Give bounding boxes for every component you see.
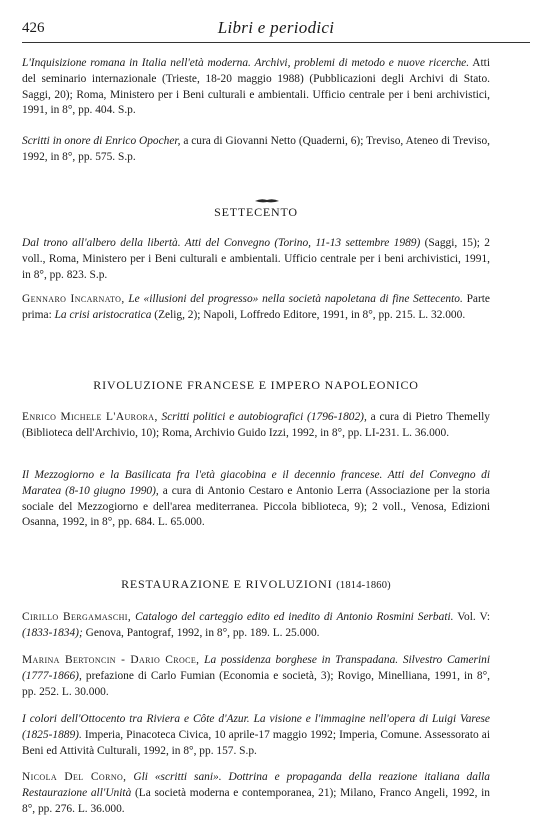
entry-subtitle: La crisi aristocratica <box>54 308 152 321</box>
entry-title: I colori dell'Ottocento tra Riviera e Côte d'Azur. La visione e l'immagine nell'opera di Luigi Varese (1825-1889). <box>22 713 490 741</box>
entry-title: Scritti politici e autobiografici (1796-1802), <box>161 411 367 423</box>
entry-details: prefazione di Carlo Fumian (Economia e società, 3); Rovigo, Minelliana, 1991, in 8°, pp. 252. L. 30.000. <box>22 669 490 698</box>
entry-title: Dal trono all'albero della libertà. Atti del Convegno (Torino, 11-13 settembre 1989) <box>22 237 421 249</box>
bibliography-entry <box>22 712 490 759</box>
fleuron-ornament-icon <box>253 197 281 204</box>
section-heading-restaurazione <box>22 576 490 594</box>
page-header <box>22 18 530 43</box>
bibliography-entry <box>22 56 490 119</box>
entry-title: L'Inquisizione romana in Italia nell'età moderna. Archivi, problemi di metodo e nuove ricerche. <box>22 57 470 69</box>
entry-title: Catalogo del carteggio edito ed inedito di Antonio Rosmini Serbati. <box>135 611 454 623</box>
bibliography-entry <box>22 410 490 442</box>
section-heading-settecento: SETTECENTO <box>214 205 298 219</box>
entry-author: Enrico Michele L'Aurora, <box>22 411 158 423</box>
entry-title: Il Mezzogiorno e la Basilicata fra l'età giacobina e il decennio francese. Atti del Convegno di Maratea (8-10 giugno 1990), <box>22 469 490 497</box>
bibliography-entry <box>22 134 490 166</box>
bibliography-entry <box>22 292 490 324</box>
entry-details: a cura di Giovanni Netto (Quaderni, 6); Treviso, Ateneo di Treviso, 1992, in 8°, pp. 575. S.p. <box>22 135 490 163</box>
page-number: 426 <box>22 20 45 36</box>
entry-author: Cirillo Bergamaschi, <box>22 611 132 623</box>
entry-subtitle: (1833-1834); <box>22 626 83 639</box>
section-heading-rivoluzione: RIVOLUZIONE FRANCESE E IMPERO NAPOLEONICO <box>93 378 419 392</box>
entry-author: Marina Bertoncin - Dario Croce, <box>22 654 200 666</box>
entry-middle: Vol. V: <box>457 611 491 623</box>
entry-details: (Zelig, 2); Napoli, Loffredo Editore, 1991, in 8°, pp. 215. L. 32.000. <box>154 308 466 321</box>
entry-details: a cura di Pietro Themelly (Biblioteca dell'Archivio, 10); Roma, Archivio Guido Izzi, 1992, in 8°, pp. LI-231. L. 36.000. <box>22 411 490 439</box>
bibliography-entry <box>22 236 490 283</box>
bibliography-entry <box>22 610 490 642</box>
entry-details: Atti del seminario internazionale (Trieste, 18-20 maggio 1988) (Pubblicazioni degli Archivi di Stato. Saggi, 20); Roma, Ministero per i Beni culturali e ambientali. Ufficio centrale per i beni archivistici, 1991, in 8°, pp. 404. S.p. <box>22 57 491 117</box>
entry-author: Gennaro Incarnato, <box>22 293 125 305</box>
running-title: Libri e periodici <box>217 18 335 37</box>
entry-details: a cura di Antonio Cestaro e Antonio Lerra (Associazione per la storia sociale del Mezzogiorno e dell'area mediterranea. Piccola biblioteca, 9); 2 voll., Venosa, Edizioni Osanna, 1992, in 8°, pp. 684. L. 65.000. <box>22 484 490 529</box>
entry-details: (Saggi, 15); 2 voll., Roma, Ministero per i Beni culturali e ambientali. Ufficio centrale per i beni archivistici, 1991, in 8°, pp. 823. S.p. <box>22 237 491 281</box>
bibliography-entry <box>22 770 490 817</box>
entry-title: Le «illusioni del progresso» nella società napoletana di fine Settecento. <box>128 293 463 305</box>
entry-title: Scritti in onore di Enrico Opocher, <box>22 135 181 147</box>
section-heading-restaurazione-title: RESTAURAZIONE E RIVOLUZIONI <box>121 577 333 591</box>
entry-author: Nicola Del Corno, <box>22 771 127 783</box>
entry-details: Genova, Pantograf, 1992, in 8°, pp. 189. L. 25.000. <box>85 626 320 639</box>
bibliography-entry <box>22 468 490 531</box>
entry-middle: Parte prima: <box>22 293 490 321</box>
entry-title: Gli «scritti sani». Dottrina e propaganda della reazione italiana dalla Restaurazione all'Unità <box>22 771 490 799</box>
entry-details: Imperia, Pinacoteca Civica, 10 aprile-17 maggio 1992; Imperia, Comune. Assessorato ai Beni ed Attività Culturali, 1992, in 8°, pp. 157. S.p. <box>22 728 490 757</box>
bibliography-entry <box>22 653 490 700</box>
entry-title: La possidenza borghese in Transpadana. Silvestro Camerini (1777-1866), <box>22 654 490 682</box>
section-heading-restaurazione-dates: (1814-1860) <box>336 580 391 591</box>
entry-details: (La società moderna e contemporanea, 21); Milano, Franco Angeli, 1992, in 8°, pp. 276. L. 36.000. <box>22 786 490 815</box>
